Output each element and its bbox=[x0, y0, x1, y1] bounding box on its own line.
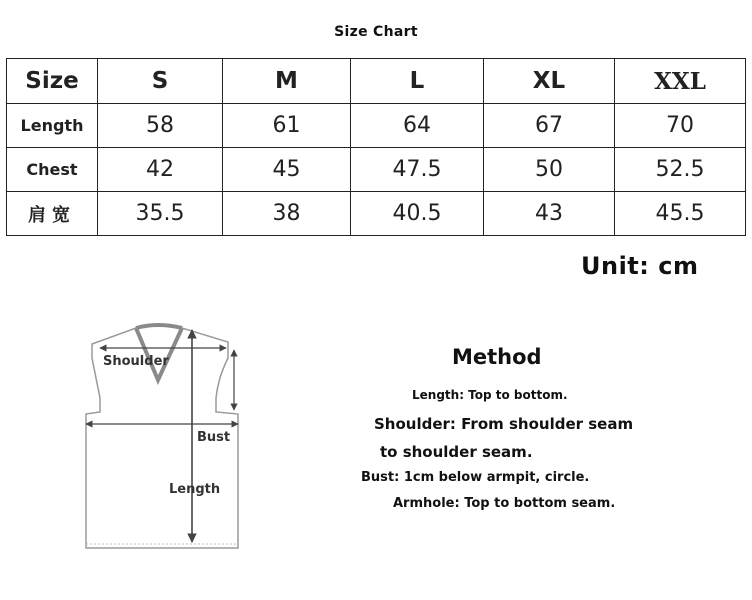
table-cell: 38 bbox=[223, 192, 351, 236]
table-cell: 47.5 bbox=[351, 148, 484, 192]
table-row-shoulder bbox=[7, 192, 746, 236]
table-cell: 52.5 bbox=[615, 148, 746, 192]
method-length-line: Length: Top to bottom. bbox=[412, 388, 568, 402]
table-cell: 50 bbox=[484, 148, 615, 192]
row-label-chest: Chest bbox=[7, 148, 98, 192]
table-cell: 45.5 bbox=[615, 192, 746, 236]
diagram-length-label: Length bbox=[169, 482, 221, 497]
header-cell-l: L bbox=[351, 59, 484, 104]
table-cell: 40.5 bbox=[351, 192, 484, 236]
table-cell: 43 bbox=[484, 192, 615, 236]
size-chart-title: Size Chart bbox=[334, 24, 418, 40]
method-shoulder-line-1: Shoulder: From shoulder seam bbox=[374, 415, 634, 433]
diagram-bust-label: Bust bbox=[197, 430, 231, 445]
method-title: Method bbox=[452, 345, 542, 369]
row-label-shoulder: 肩宽 bbox=[7, 192, 98, 236]
method-armhole-line: Armhole: Top to bottom seam. bbox=[393, 496, 616, 511]
row-label-length: Length bbox=[7, 104, 98, 148]
diagram-shoulder-label: Shoulder bbox=[103, 354, 169, 369]
vest-diagram bbox=[78, 318, 248, 558]
method-bust-line: Bust: 1cm below armpit, circle. bbox=[361, 470, 590, 485]
header-cell-m: M bbox=[223, 59, 351, 104]
size-table bbox=[6, 58, 746, 236]
header-cell-s: S bbox=[98, 59, 223, 104]
table-cell: 67 bbox=[484, 104, 615, 148]
table-cell: 61 bbox=[223, 104, 351, 148]
table-cell: 58 bbox=[98, 104, 223, 148]
table-cell: 45 bbox=[223, 148, 351, 192]
table-row-length bbox=[7, 104, 746, 148]
table-cell: 35.5 bbox=[98, 192, 223, 236]
header-cell-size: Size bbox=[7, 59, 98, 104]
unit-label: Unit: cm bbox=[581, 252, 699, 280]
table-cell: 70 bbox=[615, 104, 746, 148]
table-row-chest bbox=[7, 148, 746, 192]
table-header-row bbox=[7, 59, 746, 104]
header-cell-xl: XL bbox=[484, 59, 615, 104]
table-cell: 42 bbox=[98, 148, 223, 192]
table-cell: 64 bbox=[351, 104, 484, 148]
method-shoulder-line-2: to shoulder seam. bbox=[380, 443, 533, 461]
header-cell-xxl: XXL bbox=[615, 59, 746, 104]
